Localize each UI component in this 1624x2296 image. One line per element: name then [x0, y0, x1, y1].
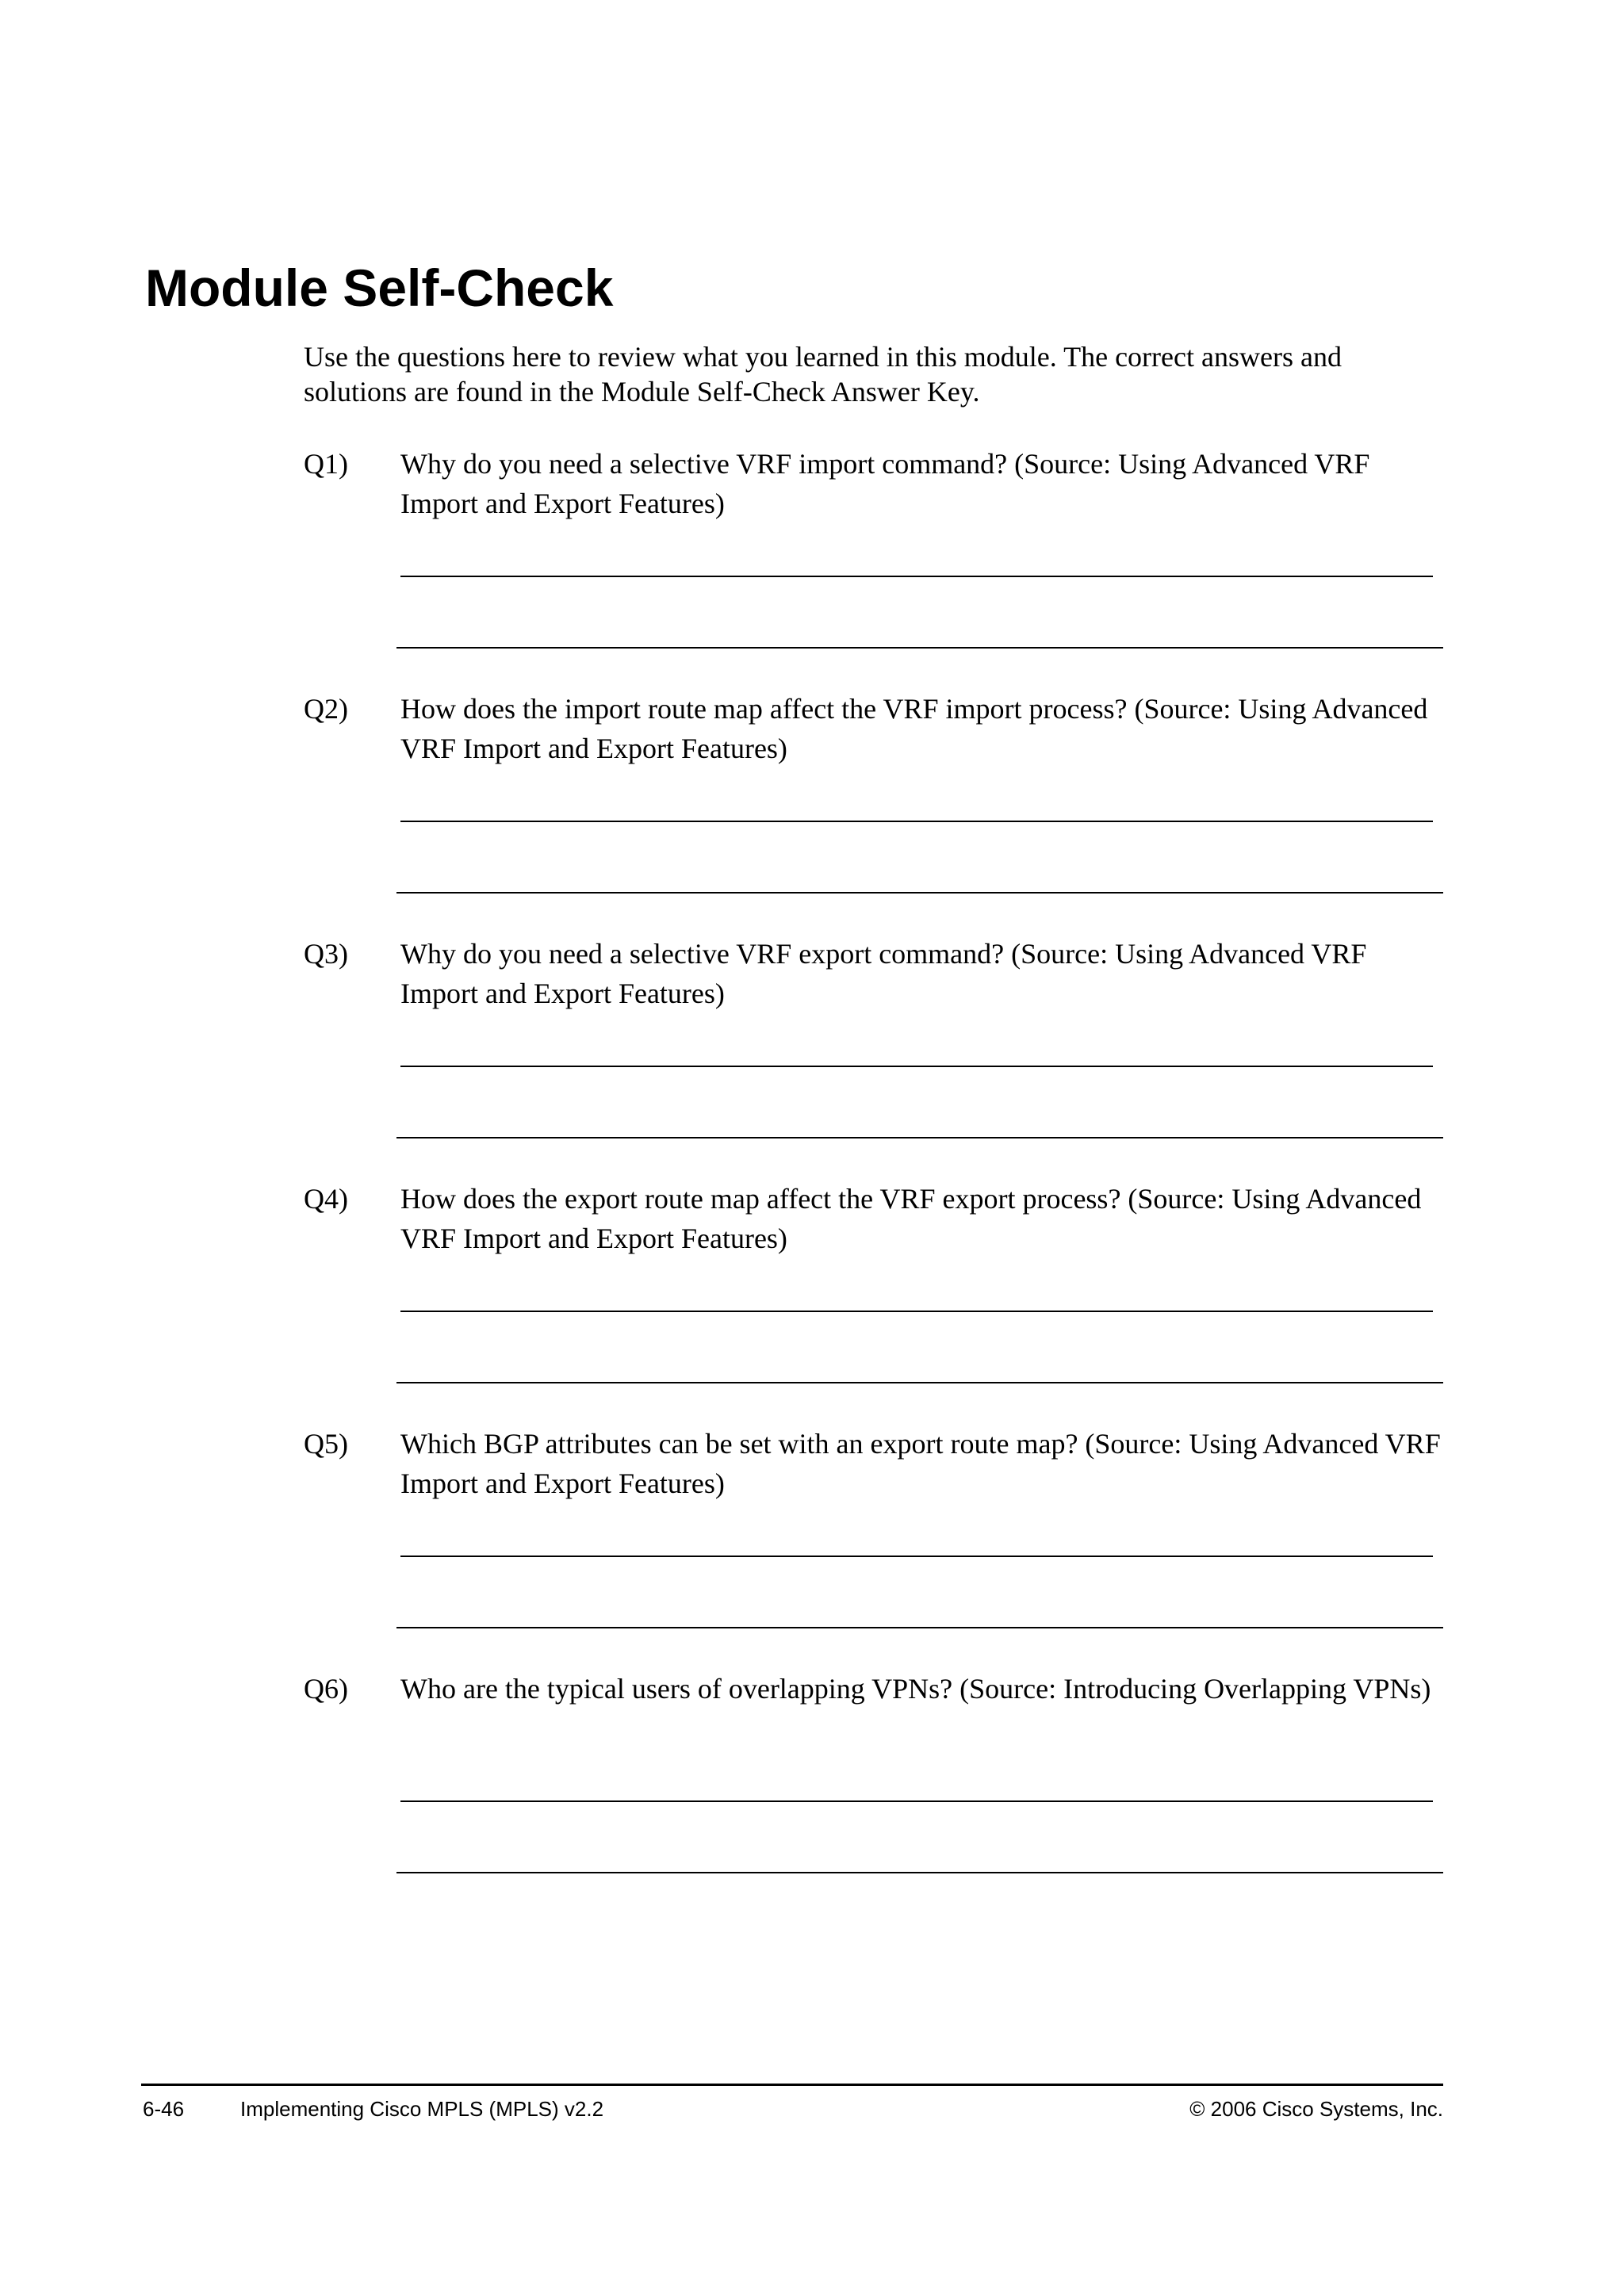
question-number: Q2) — [304, 693, 348, 725]
answer-line[interactable] — [400, 821, 1433, 822]
footer-copyright: © 2006 Cisco Systems, Inc. — [1189, 2097, 1443, 2121]
footer-book-title: Implementing Cisco MPLS (MPLS) v2.2 — [240, 2097, 604, 2121]
question-number: Q6) — [304, 1673, 348, 1705]
answer-line[interactable] — [400, 576, 1433, 577]
page-title: Module Self-Check — [145, 258, 614, 317]
question-number: Q1) — [304, 448, 348, 480]
question-text: Who are the typical users of overlapping VPNs? (Source: Introducing Overlapping VPNs) — [400, 1673, 1431, 1705]
answer-line[interactable] — [396, 1872, 1443, 1873]
footer-divider — [141, 2084, 1443, 2086]
answer-line[interactable] — [400, 1066, 1433, 1067]
answer-line[interactable] — [396, 1382, 1443, 1383]
intro-paragraph: Use the questions here to review what you learned in this module. The correct answers and solutions are found in the Module Self-Check Answer Key. — [304, 341, 1342, 408]
answer-line[interactable] — [400, 1556, 1433, 1557]
question-text: Why do you need a selective VRF export command? (Source: Using Advanced VRF Import and Export Features) — [400, 938, 1367, 1009]
question-text: Why do you need a selective VRF import command? (Source: Using Advanced VRF Import and Export Features) — [400, 448, 1370, 519]
footer-page-number: 6-46 — [143, 2097, 185, 2121]
answer-line[interactable] — [400, 1311, 1433, 1312]
answer-line[interactable] — [396, 1137, 1443, 1138]
question-number: Q5) — [304, 1428, 348, 1460]
question-number: Q3) — [304, 938, 348, 970]
answer-line[interactable] — [396, 892, 1443, 894]
question-text: Which BGP attributes can be set with an export route map? (Source: Using Advanced VRF Import and Export Features) — [400, 1428, 1441, 1499]
answer-line[interactable] — [400, 1800, 1433, 1802]
answer-line[interactable] — [396, 647, 1443, 649]
question-text: How does the export route map affect the VRF export process? (Source: Using Advanced VRF Import and Export Features) — [400, 1183, 1422, 1254]
answer-line[interactable] — [396, 1627, 1443, 1628]
question-text: How does the import route map affect the VRF import process? (Source: Using Advanced VRF Import and Export Features) — [400, 693, 1428, 764]
question-number: Q4) — [304, 1183, 348, 1215]
